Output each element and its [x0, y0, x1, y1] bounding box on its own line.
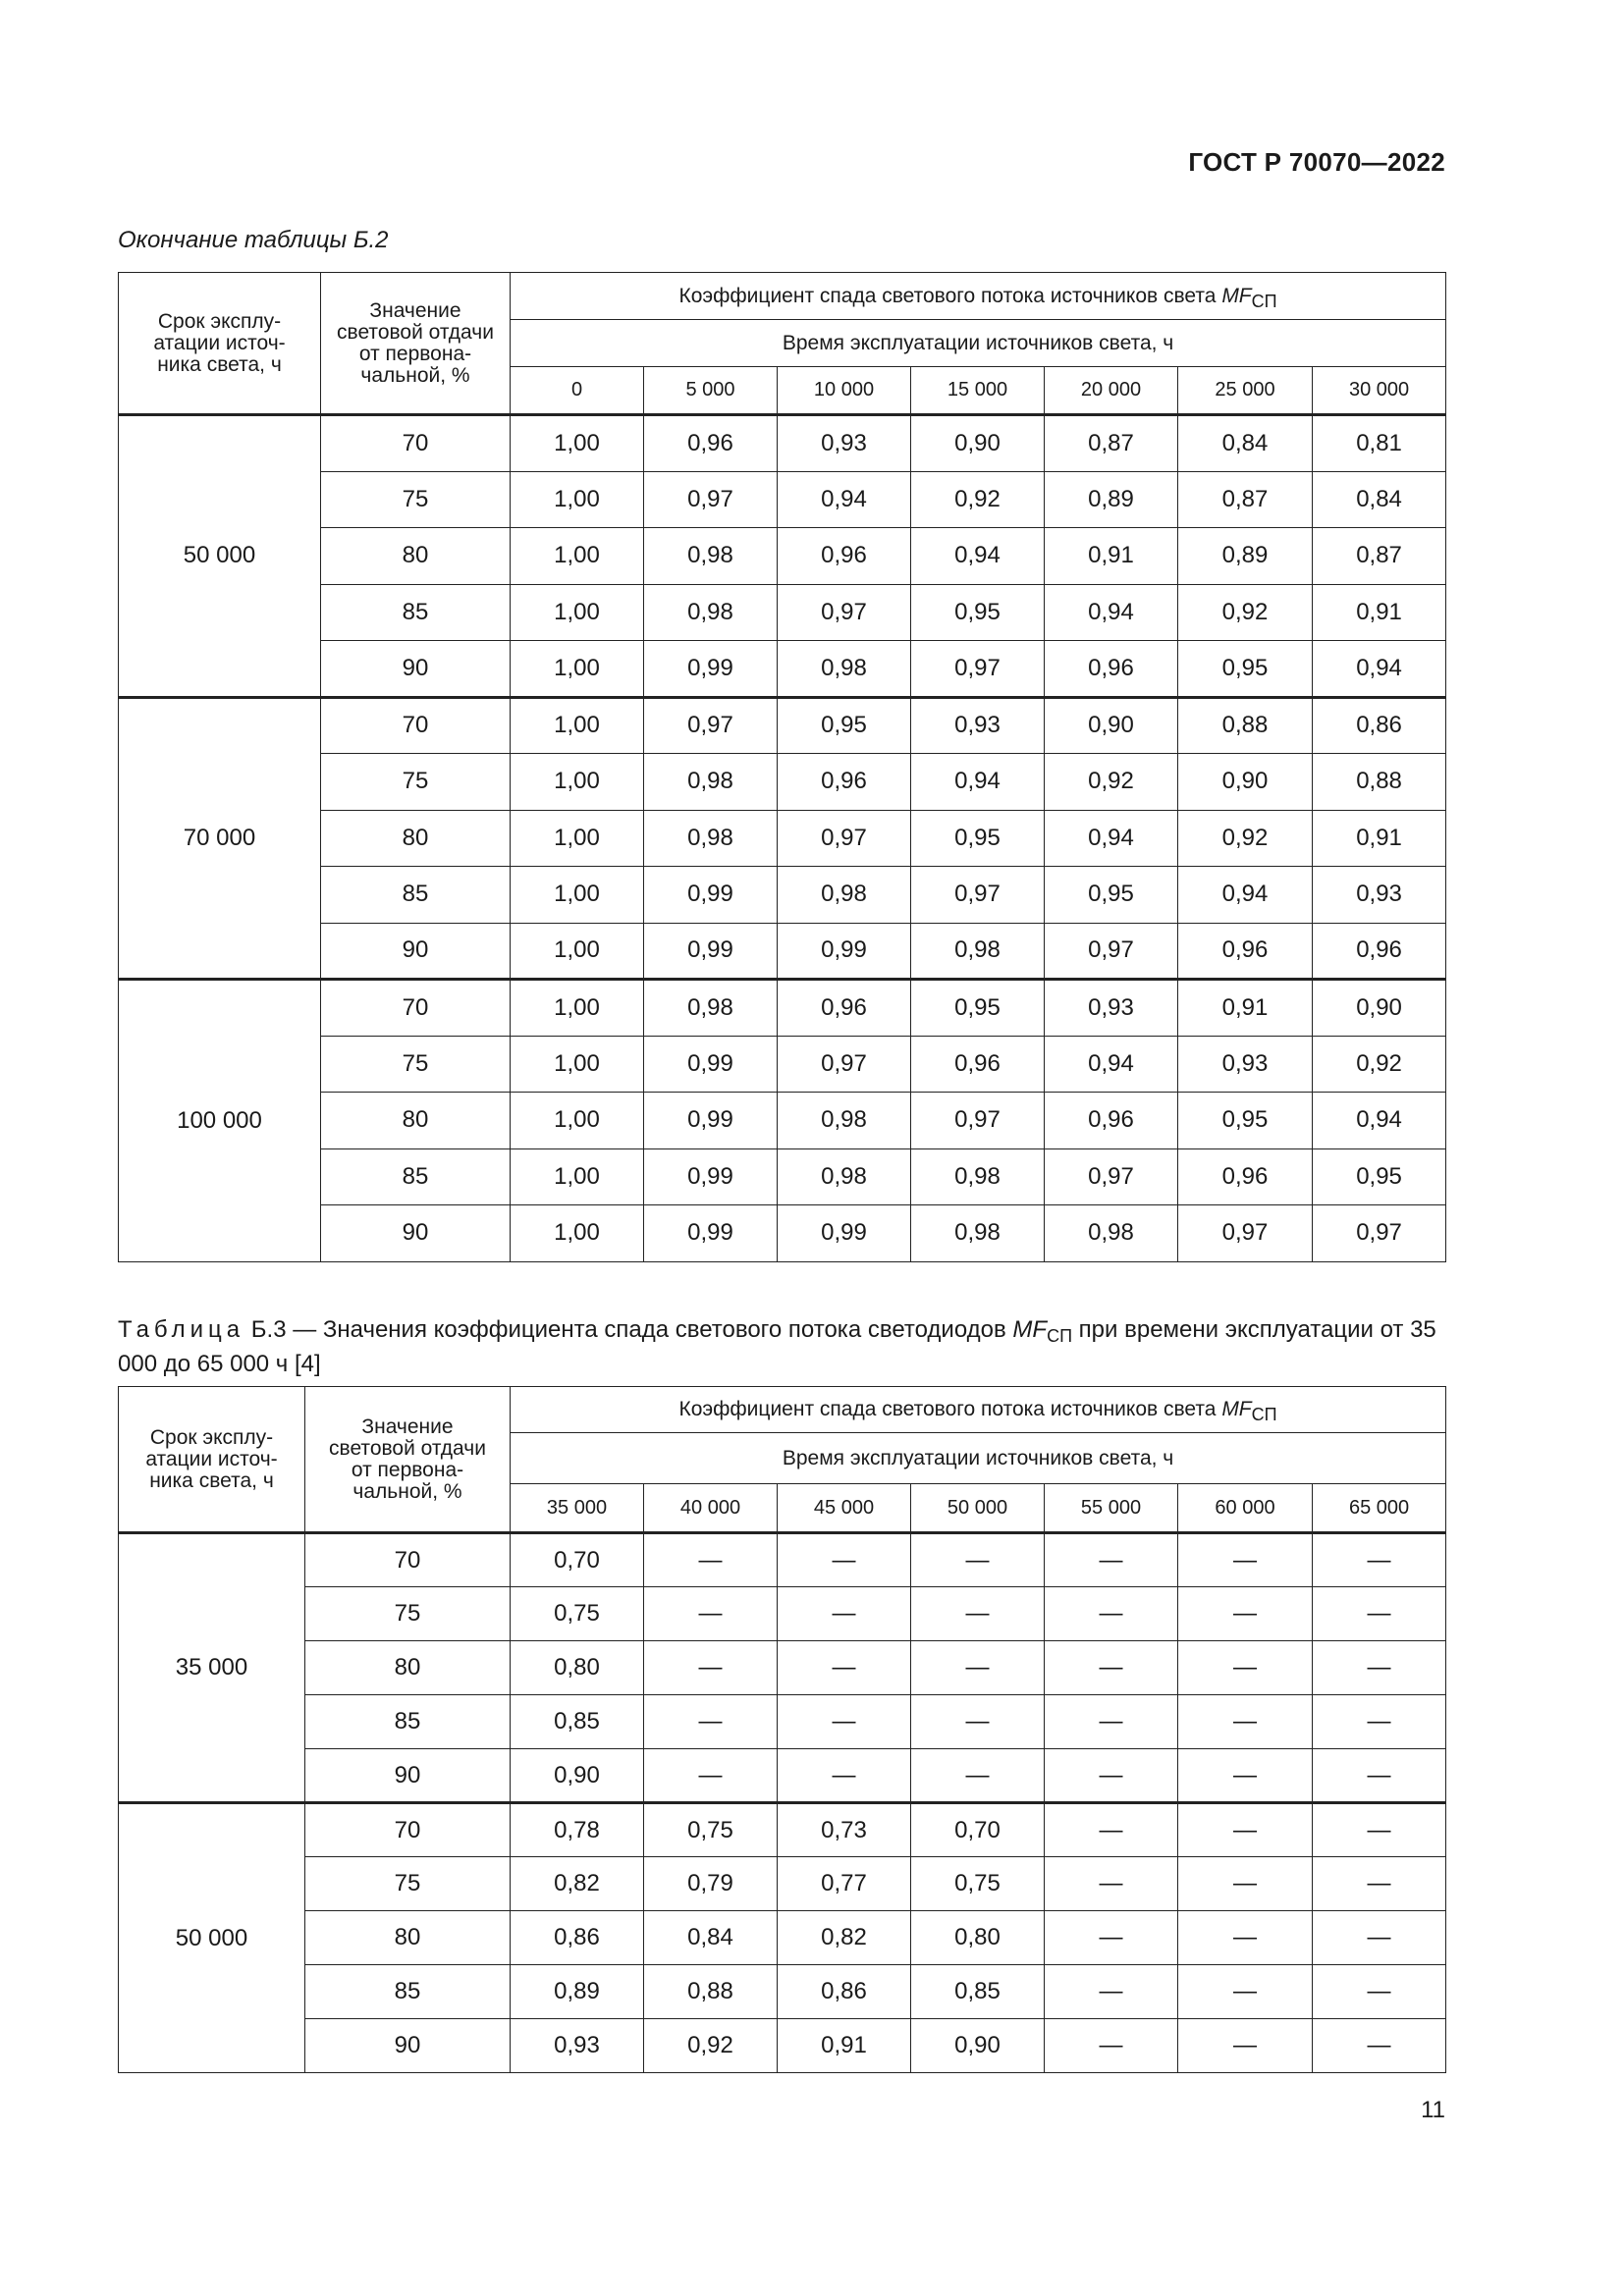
coefficient-cell: — — [1045, 1695, 1178, 1749]
lumen-percent-cell: 85 — [321, 584, 511, 641]
coefficient-cell: 0,94 — [1313, 1093, 1446, 1149]
table-b3-caption: Таблица Б.3 — Значения коэффициента спада светового потока светодиодов $MF_{СП}$ при времени эксплуатации от 35 000 до 65 000 ч [4] — [118, 1316, 1436, 1377]
coefficient-cell: 0,98 — [911, 923, 1045, 980]
coefficient-cell: — — [1045, 1641, 1178, 1695]
lumen-percent-cell: 75 — [321, 754, 511, 811]
hours-header-cell: 65 000 — [1313, 1484, 1446, 1533]
coefficient-cell: 1,00 — [511, 1148, 644, 1205]
coefficient-cell: 0,92 — [1045, 754, 1178, 811]
coefficient-cell: — — [1045, 2019, 1178, 2073]
coefficient-cell: 0,92 — [1313, 1036, 1446, 1093]
coefficient-cell: 0,93 — [1313, 867, 1446, 924]
coefficient-cell: 0,96 — [778, 754, 911, 811]
table-row — [119, 1533, 1446, 1587]
coefficient-cell: 0,86 — [1313, 697, 1446, 754]
coefficient-cell: 0,96 — [1313, 923, 1446, 980]
col-header-lumen-value: Значение световой отдачи от первона- чальной, % — [305, 1387, 511, 1533]
coefficient-cell: 0,75 — [644, 1803, 778, 1857]
coefficient-cell: 0,93 — [1045, 980, 1178, 1037]
coefficient-cell: 1,00 — [511, 528, 644, 585]
coefficient-cell: 0,70 — [511, 1533, 644, 1587]
coefficient-cell: 0,86 — [511, 1911, 644, 1965]
table-row — [119, 697, 1446, 754]
table-row — [119, 1965, 1446, 2019]
mf-symbol: MF — [1221, 1398, 1252, 1420]
coefficient-cell: — — [778, 1587, 911, 1641]
coefficient-cell: 0,97 — [1045, 923, 1178, 980]
lumen-percent-cell: 90 — [321, 641, 511, 698]
coefficient-cell: 0,81 — [1313, 415, 1446, 472]
coefficient-cell: 0,98 — [644, 528, 778, 585]
coefficient-cell: 0,89 — [511, 1965, 644, 2019]
coefficient-cell: — — [1313, 2019, 1446, 2073]
coefficient-cell: — — [644, 1587, 778, 1641]
lumen-percent-cell: 70 — [321, 697, 511, 754]
lumen-percent-cell: 75 — [321, 1036, 511, 1093]
coefficient-cell: 0,84 — [1178, 415, 1313, 472]
coefficient-cell: 0,85 — [911, 1965, 1045, 2019]
coefficient-cell: — — [1045, 1965, 1178, 2019]
coefficient-cell: 0,96 — [778, 980, 911, 1037]
lumen-percent-cell: 80 — [321, 528, 511, 585]
col-header-lumen-value: Значение световой отдачи от первона- чальной, % — [321, 273, 511, 415]
document-code: ГОСТ Р 70070—2022 — [1188, 147, 1445, 177]
coefficient-cell: 0,88 — [1178, 697, 1313, 754]
table-row — [119, 1749, 1446, 1803]
coefficient-cell: 1,00 — [511, 1036, 644, 1093]
coefficient-cell: — — [1178, 1803, 1313, 1857]
coefficient-cell: — — [644, 1749, 778, 1803]
table-row — [119, 415, 1446, 472]
coefficient-cell: 0,95 — [778, 697, 911, 754]
coefficient-cell: 1,00 — [511, 980, 644, 1037]
lumen-percent-cell: 70 — [321, 415, 511, 472]
coefficient-cell: 0,91 — [1045, 528, 1178, 585]
coefficient-cell: 0,94 — [1313, 641, 1446, 698]
coefficient-cell: 0,93 — [778, 415, 911, 472]
coefficient-cell: 1,00 — [511, 641, 644, 698]
coefficient-cell: 0,97 — [644, 471, 778, 528]
coefficient-cell: 0,97 — [911, 641, 1045, 698]
coefficient-cell: 0,97 — [1178, 1205, 1313, 1262]
coefficient-cell: 0,98 — [778, 1148, 911, 1205]
coefficient-cell: 1,00 — [511, 923, 644, 980]
lumen-percent-cell: 70 — [305, 1533, 511, 1587]
service-life-cell: 35 000 — [119, 1533, 305, 1803]
coefficient-cell: 0,98 — [644, 980, 778, 1037]
coefficient-cell: 0,89 — [1045, 471, 1178, 528]
coefficient-cell: 0,90 — [511, 1749, 644, 1803]
lumen-percent-cell: 70 — [305, 1803, 511, 1857]
coefficient-cell: 0,95 — [1045, 867, 1178, 924]
lumen-percent-cell: 90 — [305, 2019, 511, 2073]
coefficient-cell: 0,97 — [778, 1036, 911, 1093]
lumen-percent-cell: 85 — [321, 1148, 511, 1205]
table-row — [119, 2019, 1446, 2073]
lumen-percent-cell: 70 — [321, 980, 511, 1037]
coefficient-cell: — — [1178, 1533, 1313, 1587]
coefficient-cell: 0,78 — [511, 1803, 644, 1857]
coefficient-cell: — — [911, 1695, 1045, 1749]
coefficient-cell: 0,94 — [1178, 867, 1313, 924]
coefficient-cell: 0,93 — [511, 2019, 644, 2073]
coefficient-cell: 0,91 — [1313, 584, 1446, 641]
coefficient-cell: 0,91 — [778, 2019, 911, 2073]
table-row — [119, 1695, 1446, 1749]
hours-header-cell: 5 000 — [644, 367, 778, 415]
coefficient-cell: 0,99 — [644, 1036, 778, 1093]
hours-header-cell: 30 000 — [1313, 367, 1446, 415]
coefficient-cell: 0,90 — [911, 415, 1045, 472]
table-row — [119, 1587, 1446, 1641]
coefficient-cell: 0,86 — [778, 1965, 911, 2019]
coefficient-cell: 1,00 — [511, 697, 644, 754]
coefficient-cell: — — [1045, 1533, 1178, 1587]
coefficient-cell: 0,98 — [778, 867, 911, 924]
coefficient-cell: — — [778, 1695, 911, 1749]
coefficient-cell: — — [911, 1641, 1045, 1695]
coefficient-cell: 0,90 — [1178, 754, 1313, 811]
coefficient-cell: 1,00 — [511, 584, 644, 641]
table-row — [119, 1857, 1446, 1911]
hours-header-cell: 55 000 — [1045, 1484, 1178, 1533]
coefficient-cell: — — [778, 1749, 911, 1803]
coefficient-cell: 1,00 — [511, 810, 644, 867]
coefficient-cell: — — [1045, 1749, 1178, 1803]
coefficient-cell: 0,98 — [644, 810, 778, 867]
lumen-percent-cell: 80 — [321, 810, 511, 867]
coefficient-cell: — — [644, 1533, 778, 1587]
coefficient-cell: 0,84 — [644, 1911, 778, 1965]
table-continuation-caption: Окончание таблицы Б.2 — [118, 227, 389, 253]
mf-symbol: MF — [1221, 284, 1252, 307]
coefficient-cell: — — [1313, 1857, 1446, 1911]
lumen-percent-cell: 75 — [305, 1857, 511, 1911]
coefficient-cell: — — [1178, 1749, 1313, 1803]
coefficient-cell: — — [1178, 1965, 1313, 2019]
table-b2-grid — [118, 272, 1446, 1262]
coefficient-cell: 0,98 — [644, 754, 778, 811]
coefficient-cell: — — [1313, 1911, 1446, 1965]
hours-header-cell: 10 000 — [778, 367, 911, 415]
coefficient-cell: 0,95 — [911, 810, 1045, 867]
coefficient-cell: 0,99 — [778, 923, 911, 980]
coefficient-cell: 0,87 — [1313, 528, 1446, 585]
coefficient-cell: 0,93 — [911, 697, 1045, 754]
coefficient-cell: 0,98 — [911, 1205, 1045, 1262]
service-life-group — [119, 697, 1446, 980]
coefficient-cell: 0,99 — [644, 1148, 778, 1205]
coefficient-cell: 0,95 — [911, 584, 1045, 641]
coefficient-cell: 0,94 — [911, 754, 1045, 811]
coefficient-cell: 0,98 — [778, 641, 911, 698]
coefficient-cell: — — [778, 1641, 911, 1695]
coefficient-cell: 0,96 — [1178, 923, 1313, 980]
service-life-cell: 100 000 — [119, 980, 321, 1262]
coefficient-cell: 0,99 — [644, 641, 778, 698]
coefficient-cell: 0,97 — [644, 697, 778, 754]
lumen-percent-cell: 80 — [305, 1641, 511, 1695]
coefficient-cell: 0,96 — [911, 1036, 1045, 1093]
coefficient-cell: 0,98 — [644, 584, 778, 641]
coefficient-cell: — — [1178, 1641, 1313, 1695]
coefficient-cell: 0,90 — [1045, 697, 1178, 754]
col-header-operating-time: Время эксплуатации источников света, ч — [511, 320, 1446, 367]
coefficient-cell: — — [1313, 1587, 1446, 1641]
coefficient-cell: — — [1313, 1641, 1446, 1695]
coefficient-cell: 0,93 — [1178, 1036, 1313, 1093]
coefficient-cell: 0,77 — [778, 1857, 911, 1911]
mf-symbol: MF — [1012, 1316, 1048, 1343]
table-b3-grid — [118, 1386, 1446, 2073]
coefficient-cell: — — [1045, 1857, 1178, 1911]
col-header-service-life: Срок эксплу- атации источ- ника света, ч — [119, 273, 321, 415]
coefficient-cell: 0,94 — [1045, 584, 1178, 641]
table-b3-caption-label: Таблица — [118, 1316, 245, 1343]
service-life-cell: 50 000 — [119, 415, 321, 698]
coefficient-cell: 0,92 — [644, 2019, 778, 2073]
coefficient-cell: — — [1313, 1533, 1446, 1587]
coefficient-cell: 0,97 — [1045, 1148, 1178, 1205]
lumen-percent-cell: 90 — [321, 923, 511, 980]
coefficient-cell: 0,85 — [511, 1695, 644, 1749]
coefficient-cell: 0,94 — [1045, 1036, 1178, 1093]
coefficient-cell: 0,75 — [511, 1587, 644, 1641]
coefficient-cell: 0,91 — [1313, 810, 1446, 867]
coefficient-cell: 0,88 — [1313, 754, 1446, 811]
coefficient-cell: — — [1313, 1749, 1446, 1803]
coefficient-cell: — — [1178, 2019, 1313, 2073]
lumen-percent-cell: 75 — [305, 1587, 511, 1641]
coefficient-cell: — — [778, 1533, 911, 1587]
table-row — [119, 1803, 1446, 1857]
coefficient-cell: — — [1313, 1803, 1446, 1857]
col-header-coefficient: Коэффициент спада светового потока источников света MFСП — [511, 273, 1446, 320]
coefficient-cell: 0,96 — [644, 415, 778, 472]
coefficient-cell: 0,91 — [1178, 980, 1313, 1037]
coefficient-cell: — — [1178, 1587, 1313, 1641]
coefficient-cell: 1,00 — [511, 754, 644, 811]
col-header-service-life: Срок эксплу- атации источ- ника света, ч — [119, 1387, 305, 1533]
coefficient-cell: 0,94 — [778, 471, 911, 528]
coefficient-cell: 0,94 — [911, 528, 1045, 585]
coefficient-cell: 0,90 — [911, 2019, 1045, 2073]
hours-header-cell: 25 000 — [1178, 367, 1313, 415]
coefficient-cell: — — [1045, 1911, 1178, 1965]
coefficient-cell: 0,79 — [644, 1857, 778, 1911]
coefficient-cell: 0,97 — [911, 1093, 1045, 1149]
coefficient-cell: 0,82 — [778, 1911, 911, 1965]
coefficient-cell: 0,70 — [911, 1803, 1045, 1857]
col-header-operating-time: Время эксплуатации источников света, ч — [511, 1433, 1446, 1484]
coefficient-cell: 0,95 — [911, 980, 1045, 1037]
coefficient-cell: 0,84 — [1313, 471, 1446, 528]
hours-header-cell: 50 000 — [911, 1484, 1045, 1533]
hours-header-cell: 0 — [511, 367, 644, 415]
hours-header-cell: 20 000 — [1045, 367, 1178, 415]
coefficient-cell: 0,99 — [644, 923, 778, 980]
coefficient-cell: 0,97 — [778, 584, 911, 641]
coefficient-cell: 0,99 — [644, 1093, 778, 1149]
service-life-group — [119, 980, 1446, 1262]
coefficient-cell: 0,98 — [911, 1148, 1045, 1205]
service-life-group — [119, 415, 1446, 698]
coefficient-cell: — — [911, 1533, 1045, 1587]
lumen-percent-cell: 85 — [305, 1965, 511, 2019]
hours-header-cell: 15 000 — [911, 367, 1045, 415]
coefficient-cell: — — [1178, 1857, 1313, 1911]
lumen-percent-cell: 90 — [305, 1749, 511, 1803]
coefficient-cell: 0,96 — [1045, 1093, 1178, 1149]
coefficient-cell: 0,97 — [778, 810, 911, 867]
coefficient-cell: 1,00 — [511, 415, 644, 472]
coefficient-cell: 1,00 — [511, 1205, 644, 1262]
coefficient-cell: 0,98 — [1045, 1205, 1178, 1262]
coefficient-cell: 0,92 — [911, 471, 1045, 528]
col-header-coefficient: Коэффициент спада светового потока источников света MFСП — [511, 1387, 1446, 1433]
lumen-percent-cell: 80 — [305, 1911, 511, 1965]
coefficient-cell: 0,80 — [911, 1911, 1045, 1965]
coefficient-cell: — — [1045, 1803, 1178, 1857]
coefficient-cell: — — [1313, 1965, 1446, 2019]
coefficient-cell: 0,89 — [1178, 528, 1313, 585]
table-row — [119, 1641, 1446, 1695]
coefficient-cell: 0,96 — [778, 528, 911, 585]
coefficient-cell: — — [1178, 1911, 1313, 1965]
coefficient-cell: 0,87 — [1045, 415, 1178, 472]
lumen-percent-cell: 85 — [305, 1695, 511, 1749]
coefficient-cell: 0,92 — [1178, 584, 1313, 641]
coefficient-cell: — — [911, 1587, 1045, 1641]
coefficient-cell: 0,98 — [778, 1093, 911, 1149]
coefficient-cell: 0,92 — [1178, 810, 1313, 867]
coefficient-cell: 0,80 — [511, 1641, 644, 1695]
coefficient-cell: 0,95 — [1178, 1093, 1313, 1149]
hours-header-cell: 40 000 — [644, 1484, 778, 1533]
coefficient-cell: 0,96 — [1045, 641, 1178, 698]
coefficient-cell: — — [1313, 1695, 1446, 1749]
coefficient-cell: 0,95 — [1313, 1148, 1446, 1205]
coefficient-cell: — — [644, 1695, 778, 1749]
coefficient-cell: 0,99 — [778, 1205, 911, 1262]
coefficient-cell: 0,97 — [1313, 1205, 1446, 1262]
coefficient-cell: 0,82 — [511, 1857, 644, 1911]
coefficient-cell: 1,00 — [511, 471, 644, 528]
coefficient-cell: 0,75 — [911, 1857, 1045, 1911]
coefficient-cell: — — [1178, 1695, 1313, 1749]
coefficient-cell: 1,00 — [511, 1093, 644, 1149]
lumen-percent-cell: 75 — [321, 471, 511, 528]
page-number: 11 — [1421, 2097, 1445, 2123]
coefficient-cell: 0,96 — [1178, 1148, 1313, 1205]
coefficient-cell: 0,90 — [1313, 980, 1446, 1037]
coefficient-cell: 0,95 — [1178, 641, 1313, 698]
coefficient-cell: 0,87 — [1178, 471, 1313, 528]
coefficient-cell: — — [644, 1641, 778, 1695]
hours-header-cell: 35 000 — [511, 1484, 644, 1533]
coefficient-cell: 0,73 — [778, 1803, 911, 1857]
service-life-cell: 70 000 — [119, 697, 321, 980]
hours-header-cell: 45 000 — [778, 1484, 911, 1533]
coefficient-cell: 0,99 — [644, 867, 778, 924]
coefficient-cell: 0,99 — [644, 1205, 778, 1262]
coefficient-cell: 0,97 — [911, 867, 1045, 924]
lumen-percent-cell: 90 — [321, 1205, 511, 1262]
service-life-cell: 50 000 — [119, 1803, 305, 2073]
coefficient-cell: — — [1045, 1587, 1178, 1641]
coefficient-cell: 1,00 — [511, 867, 644, 924]
coefficient-cell: 0,88 — [644, 1965, 778, 2019]
coefficient-cell: — — [911, 1749, 1045, 1803]
table-row — [119, 1911, 1446, 1965]
hours-header-cell: 60 000 — [1178, 1484, 1313, 1533]
service-life-group — [119, 1803, 1446, 2073]
service-life-group — [119, 1533, 1446, 1803]
table-row — [119, 980, 1446, 1037]
lumen-percent-cell: 85 — [321, 867, 511, 924]
coefficient-cell: 0,94 — [1045, 810, 1178, 867]
lumen-percent-cell: 80 — [321, 1093, 511, 1149]
